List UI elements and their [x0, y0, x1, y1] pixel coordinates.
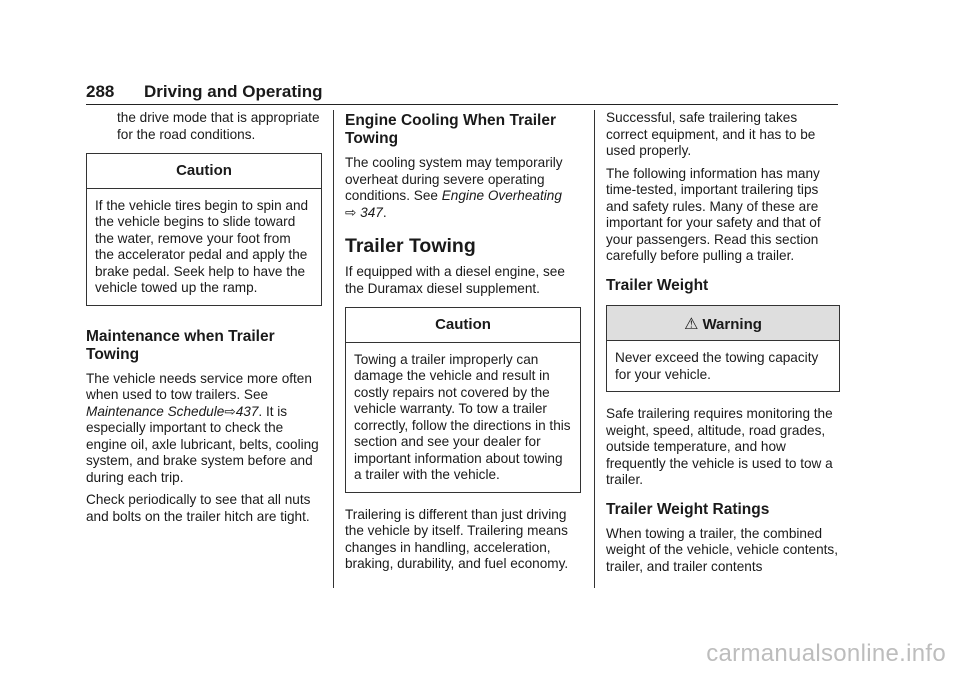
- maintenance-paragraph-1: The vehicle needs service more often when used to tow trailers. See Maintenance Schedule⇨437. It is especially important to check the engine oil, axle lubricant, belts, cooling system, and brake system before and during each trip.: [86, 370, 319, 485]
- maintenance-schedule-link[interactable]: Maintenance Schedule: [86, 403, 225, 419]
- watermark: carmanualsonline.info: [706, 640, 946, 667]
- trailer-weight-heading: Trailer Weight: [606, 276, 709, 294]
- paragraph-2: The following information has many time-tested, important trailering tips and safety rules. Many of these are important for your safety and that of your passengers. Read this section carefully before pulling a trailer.: [606, 165, 821, 263]
- column-divider-1: [333, 110, 334, 588]
- warning-title: Warning: [702, 315, 762, 333]
- paragraph-4: When towing a trailer, the combined weight of the vehicle, vehicle contents, trailer, and trailer contents: [606, 525, 838, 574]
- section-title: Driving and Operating: [144, 82, 323, 101]
- paragraph-1: Successful, safe trailering takes correct equipment, and it has to be used properly.: [606, 110, 816, 158]
- towing-paragraph-2: Trailering is different than just driving the vehicle by itself. Trailering means changes in handling, acceleration, braking, durability, and fuel economy.: [345, 506, 569, 571]
- trailer-towing-heading: Trailer Towing: [345, 235, 476, 257]
- maintenance-heading: Maintenance when Trailer Towing: [86, 327, 275, 363]
- column-divider-2: [594, 110, 595, 588]
- paragraph-3: Safe trailering requires monitoring the weight, speed, altitude, road grades, outside temperature, and how frequently the vehicle is used to tow a trailer.: [606, 406, 833, 487]
- caution-title: Caution: [435, 316, 491, 333]
- caution-box-2: [345, 307, 581, 493]
- caution-title: Caution: [176, 162, 232, 179]
- cooling-heading: Engine Cooling When Trailer Towing: [345, 112, 556, 147]
- caution-body: Towing a trailer improperly can damage the vehicle and result in costly repairs not covered by the vehicle warranty. To tow a trailer correctly, follow the directions in this section and see your dealer for important information about towing a trailer with the vehicle.: [346, 342, 580, 492]
- trailer-weight-ratings-heading: Trailer Weight Ratings: [606, 500, 770, 518]
- page-number: 288: [86, 82, 115, 101]
- towing-paragraph-1: If equipped with a diesel engine, see the Duramax diesel supplement.: [345, 264, 565, 296]
- page-header: [86, 82, 838, 105]
- column-3: [606, 110, 840, 581]
- continued-text: the drive mode that is appropriate for the road conditions.: [117, 110, 320, 142]
- page-ref[interactable]: 347: [360, 204, 383, 220]
- maintenance-paragraph-2: Check periodically to see that all nuts and bolts on the trailer hitch are tight.: [86, 492, 311, 524]
- warning-box: [606, 305, 840, 393]
- reference-arrow-icon: ⇨: [224, 403, 236, 419]
- column-1: [86, 110, 322, 531]
- caution-body: If the vehicle tires begin to spin and the vehicle begins to slide toward the water, remove your foot from the accelerator pedal and apply the brake pedal. Seek help to have the vehicle towed up the ramp.: [87, 188, 321, 305]
- page-ref[interactable]: 437: [235, 403, 259, 419]
- warning-triangle-icon: ⚠: [684, 315, 699, 333]
- warning-body: Never exceed the towing capacity for your vehicle.: [607, 340, 839, 391]
- column-2: [345, 110, 581, 579]
- reference-arrow-icon: ⇨: [345, 204, 357, 220]
- cooling-paragraph: The cooling system may temporarily overheat during severe operating conditions. See Engine Overheating ⇨ 347.: [345, 155, 563, 220]
- engine-overheating-link[interactable]: Engine Overheating: [441, 188, 562, 203]
- caution-box-1: [86, 153, 322, 306]
